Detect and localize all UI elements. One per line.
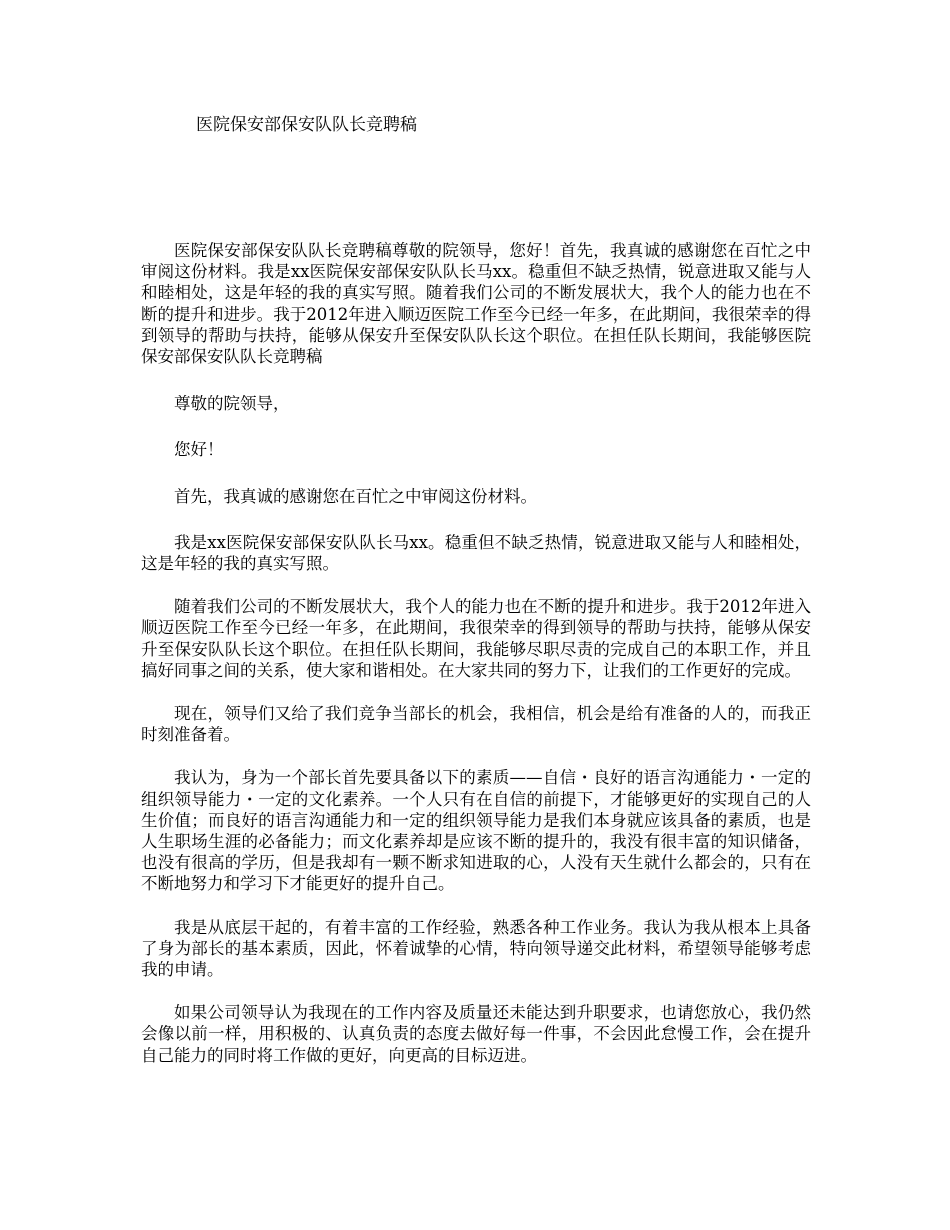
paragraph-summary: 医院保安部保安队队长竞聘稿尊敬的院领导，您好！首先，我真诚的感谢您在百忙之中审阅这份材料。我是xx医院保安部保安队队长马xx。稳重但不缺乏热情，锐意进取又能与人和睦相处，这是年轻的我的真实写照。随着我们公司的不断发展状大，我个人的能力也在不断的提升和进步。我于2012年进入顺迈医院工作至今已经一年多，在此期间，我很荣幸的得到领导的帮助与扶持，能够从保安升至保安队队长这个职位。在担任队长期间，我能够医院保安部保安队队长竞聘稿 (141, 241, 811, 367)
paragraph-background: 我是从底层干起的，有着丰富的工作经验，熟悉各种工作业务。我认为我从根本上具备了身为部长的基本素质，因此，怀着诚挚的心情，特向领导递交此材料，希望领导能够考虑我的申请。 (141, 917, 811, 980)
paragraph-salutation: 尊敬的院领导， (174, 394, 290, 414)
paragraph-qualities: 我认为，身为一个部长首先要具备以下的素质——自信・良好的语言沟通能力・一定的组织领导能力・一定的文化素养。一个人只有在自信的前提下，才能够更好的实现自己的人生价值；而良好的语言沟通能力和一定的组织领导能力是我们本身就应该具备的素质，也是人生职场生涯的必备能力；而文化素养却是应该不断的提升的，我没有很丰富的知识储备，也没有很高的学历，但是我却有一颗不断求知进取的心，人没有天生就什么都会的，只有在不断地努力和学习下才能更好的提升自己。 (141, 768, 811, 894)
paragraph-greeting: 您好！ (174, 440, 224, 460)
document-title: 医院保安部保安队队长竞聘稿 (196, 115, 417, 135)
paragraph-thanks: 首先，我真诚的感谢您在百忙之中审阅这份材料。 (174, 486, 537, 506)
document-body (141, 240, 811, 1088)
paragraph-introduction: 我是xx医院保安部保安队队长马xx。稳重但不缺乏热情，锐意进取又能与人和睦相处，这是年轻的我的真实写照。 (141, 532, 811, 574)
paragraph-opportunity: 现在，领导们又给了我们竞争当部长的机会，我相信，机会是给有准备的人的，而我正时刻准备着。 (141, 704, 811, 745)
paragraph-experience: 随着我们公司的不断发展状大，我个人的能力也在不断的提升和进步。我于2012年进入顺迈医院工作至今已经一年多，在此期间，我很荣幸的得到领导的帮助与扶持，能够从保安升至保安队队长这个职位。在担任队长期间，我能够尽职尽责的完成自己的本职工作，并且搞好同事之间的关系，使大家和谐相处。在大家共同的努力下，让我们的工作更好的完成。 (141, 597, 811, 680)
paragraph-commitment: 如果公司领导认为我现在的工作内容及质量还未能达到升职要求，也请您放心，我仍然会像以前一样，用积极的、认真负责的态度去做好每一件事，不会因此怠慢工作，会在提升自己能力的同时将工作做的更好，向更高的目标迈进。 (141, 1003, 811, 1065)
